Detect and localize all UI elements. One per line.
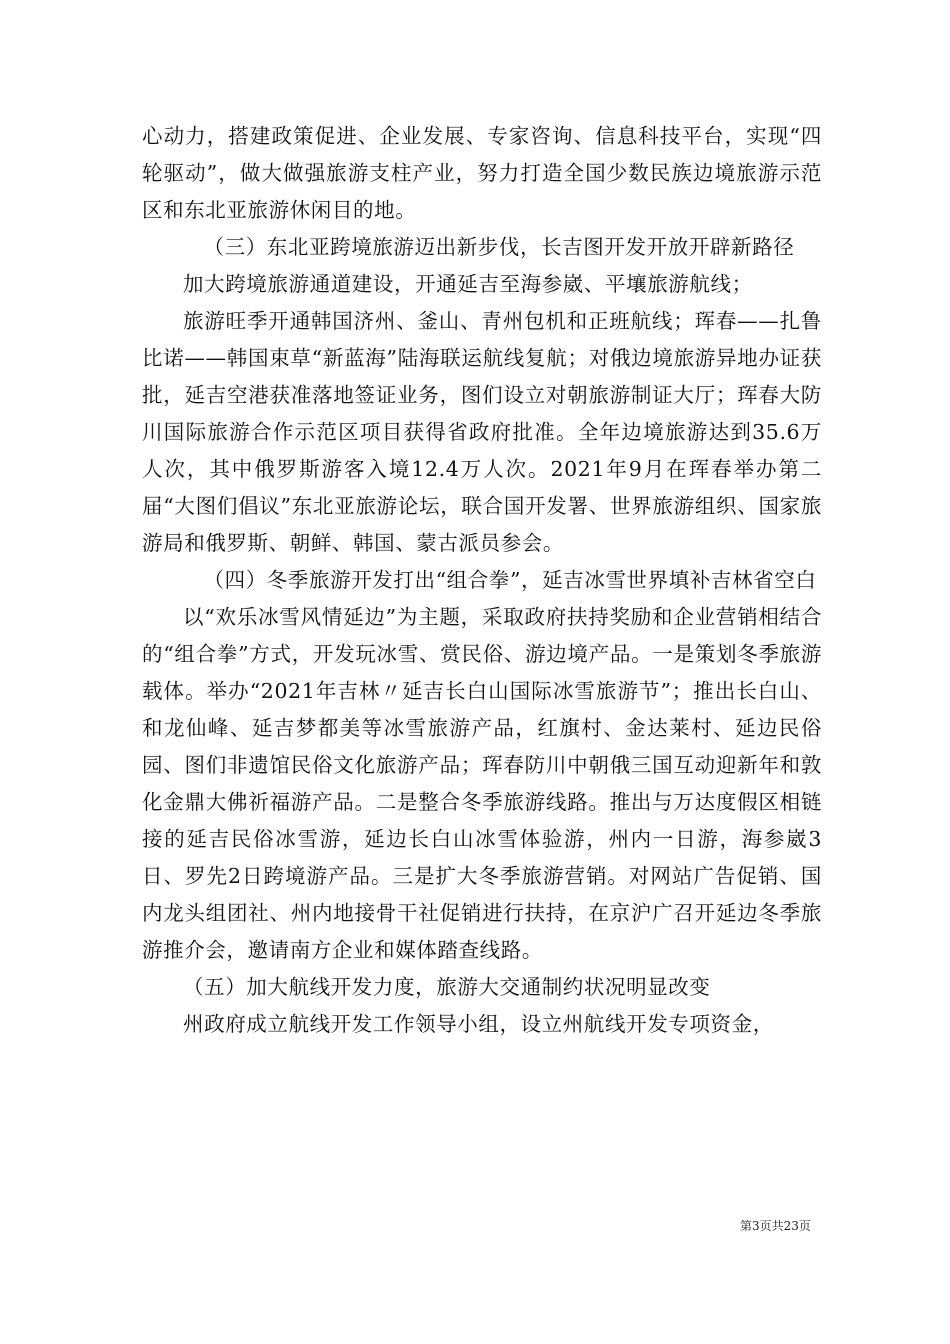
paragraph: 旅游旺季开通韩国济州、釜山、青州包机和正班航线；珲春——扎鲁比诺——韩国束草“新蓝海”陆海联运航线复航；对俄边境旅游异地办证获批，延吉空港获准落地签证业务，图们设立对朝旅游制证大厅；珲春大防川国际旅游合作示范区项目获得省政府批准。全年边境旅游达到35.6万人次，其中俄罗斯游客入境12.4万人次。2021年9月在珲春举办第二届“大图们倡议”东北亚旅游论坛，联合国开发署、世界旅游组织、国家旅游局和俄罗斯、朝鲜、韩国、蒙古派员参会。 [142,309,822,555]
section-heading-3: （三）东北亚跨境旅游迈出新步伐，长吉图开发开放开辟新路径 [203,235,795,259]
section-heading-5: （五）加大航线开发力度，旅游大交通制约状况明显改变 [183,975,711,999]
paragraph: 以“欢乐冰雪风情延边”为主题，采取政府扶持奖励和企业营销相结合的“组合拳”方式，开发玩冰雪、赏民俗、游边境产品。一是策划冬季旅游载体。举办“2021年吉林〃延吉长白山国际冰雪旅游节”；推出长白山、和龙仙峰、延吉梦都美等冰雪旅游产品，红旗村、金达莱村、延边民俗园、图们非遗馆民俗文化旅游产品；珲春防川中朝俄三国互动迎新年和敦化金鼎大佛祈福游产品。二是整合冬季旅游线路。推出与万达度假区相链接的延吉民俗冰雪游，延边长白山冰雪体验游，州内一日游，海参崴3日、罗先2日跨境游产品。三是扩大冬季旅游营销。对网站广告促销、国内龙头组团社、州内地接骨干社促销进行扶持，在京沪广召开延边冬季旅游推介会，邀请南方企业和媒体踏查线路。 [142,605,822,962]
section-heading-4: （四）冬季旅游开发打出“组合拳”，延吉冰雪世界填补吉林省空白 [203,568,817,592]
document-body [142,118,822,1043]
paragraph: 州政府成立航线开发工作领导小组，设立州航线开发专项资金， [183,1012,774,1036]
page-footer: 第3页共23页 [740,1219,811,1233]
paragraph-continuation: 心动力，搭建政策促进、企业发展、专家咨询、信息科技平台，实现“四轮驱动”，做大做强旅游支柱产业，努力打造全国少数民族边境旅游示范区和东北亚旅游休闲目的地。 [142,124,822,222]
paragraph: 加大跨境旅游通道建设，开通延吉至海参崴、平壤旅游航线； [183,272,753,296]
